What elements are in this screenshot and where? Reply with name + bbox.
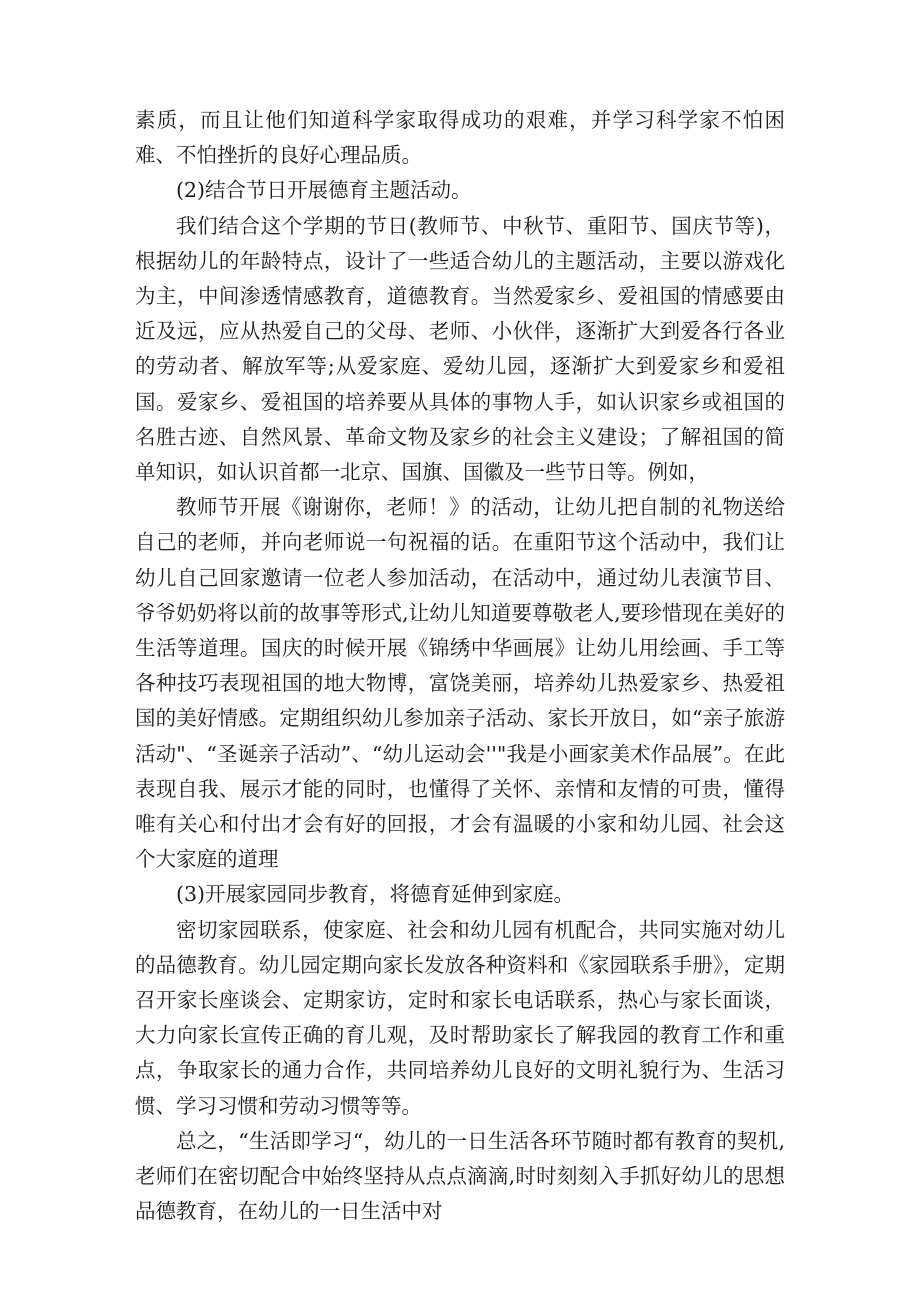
document-body bbox=[135, 103, 785, 1230]
paragraph-1: 素质，而且让他们知道科学家取得成功的艰难，并学习科学家不怕困难、不怕挫折的良好心理品质。 bbox=[135, 108, 785, 168]
paragraph-4: 教师节开展《谢谢你，老师！》的活动，让幼儿把自制的礼物送给自己的老师，并向老师说一句祝福的话。在重阳节这个活动中，我们让幼儿自己回家邀请一位老人参加活动，在活动中，通过幼儿表演节目、爷爷奶奶将以前的故事等形式,让幼儿知道要尊敬老人,要珍惜现在美好的生活等道理。国庆的时候开展《锦绣中华画展》让幼儿用绘画、手工等各种技巧表现祖国的地大物博，富饶美丽，培养幼儿热爱家乡、热爱祖国的美好情感。定期组织幼儿参加亲子活动、家长开放日，如“亲子旅游活动"、“圣诞亲子活动”、“幼儿运动会''"我是小画家美术作品展”。在此表现自我、展示才能的同时，也懂得了关怀、亲情和友情的可贵，懂得唯有关心和付出才会有好的回报，才会有温暖的小家和幼儿园、社会这个大家庭的道理 bbox=[135, 495, 785, 872]
section-heading-2: (2)结合节日开展德育主题活动。 bbox=[176, 178, 472, 203]
paragraph-7: 总之，“生活即学习“，幼儿的一日生活各环节随时都有教育的契机,老师们在密切配合中始终坚持从点点滴滴,时时刻刻入手抓好幼儿的思想品德教育，在幼儿的一日生活中对 bbox=[135, 1128, 785, 1224]
paragraph-3: 我们结合这个学期的节日(教师节、中秋节、重阳节、国庆节等)，根据幼儿的年龄特点，设计了一些适合幼儿的主题活动，主要以游戏化为主，中间渗透情感教育，道德教育。当然爱家乡、爱祖国的情感要由近及远，应从热爱自己的父母、老师、小伙伴，逐渐扩大到爱各行各业的劳动者、解放军等;从爱家庭、爱幼儿园，逐渐扩大到爱家乡和爱祖国。爱家乡、爱祖国的培养要从具体的事物人手，如认识家乡或祖国的名胜古迹、自然风景、革命文物及家乡的社会主义建设；了解祖国的简单知识，如认识首都一北京、国旗、国徽及一些节日等。例如， bbox=[135, 213, 785, 485]
paragraph-6: 密切家园联系，使家庭、社会和幼儿园有机配合，共同实施对幼儿的品德教育。幼儿园定期向家长发放各种资料和《家园联系手册》，定期召开家长座谈会、定期家访，定时和家长电话联系，热心与家长面谈，大力向家长宣传正确的育儿观，及时帮助家长了解我园的教育工作和重点，争取家长的通力合作，共同培养幼儿良好的文明礼貌行为、生活习惯、学习习惯和劳动习惯等等。 bbox=[135, 917, 785, 1118]
section-heading-3: (3)开展家园同步教育，将德育延伸到家庭。 bbox=[176, 882, 575, 907]
